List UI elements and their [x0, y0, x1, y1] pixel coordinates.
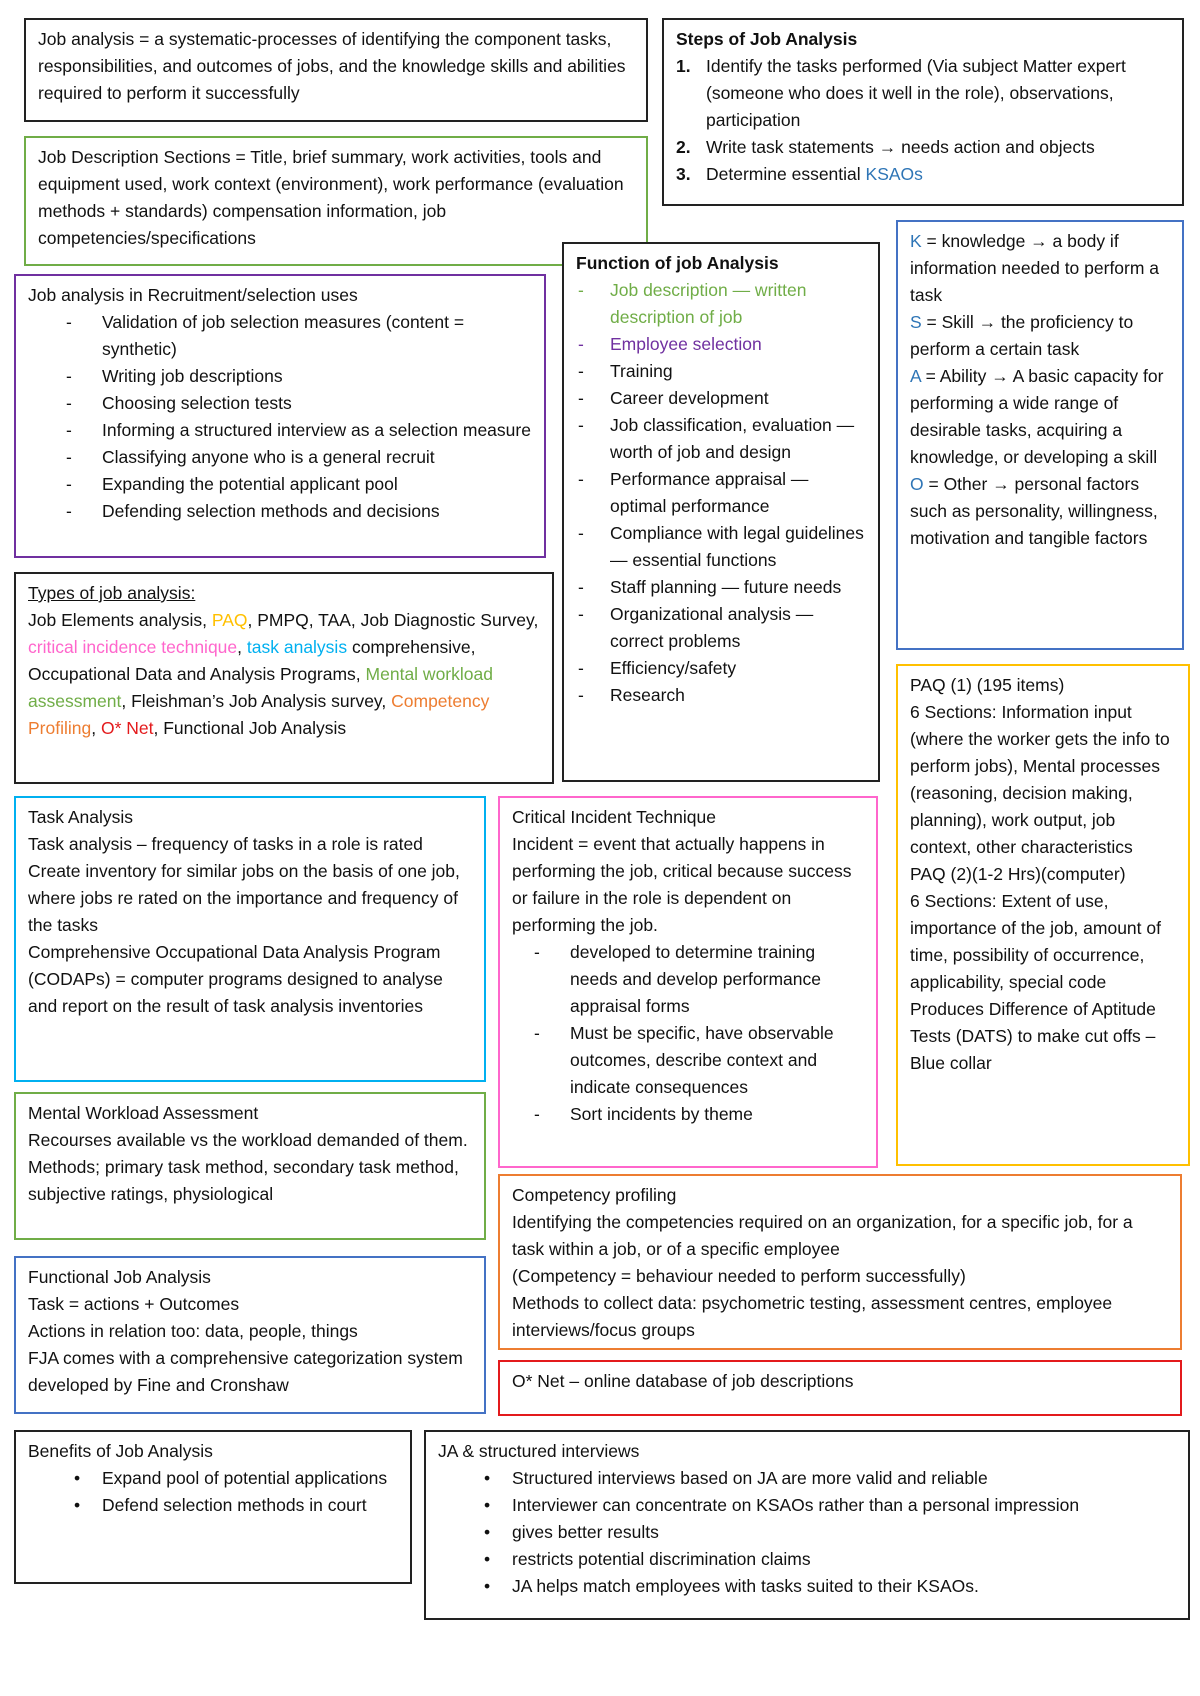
function-list [576, 277, 866, 709]
comp-line: (Competency = behaviour needed to perform successfully) [512, 1266, 966, 1286]
comp-line: Identifying the competencies required on an organization, for a specific job, for a task within a job, or of a specific employee [512, 1212, 1133, 1259]
cit-box [498, 796, 878, 1168]
list-item: - Validation of job selection measures (content = synthetic) [28, 309, 532, 363]
list-item: - Classifying anyone who is a general recruit [28, 444, 532, 471]
benefits-box [14, 1430, 412, 1584]
cit-title: Critical Incident Technique [512, 807, 716, 827]
list-item: - Performance appraisal — optimal performance [576, 466, 866, 520]
list-item: - Informing a structured interview as a selection measure [28, 417, 532, 444]
fja-line: Task = actions + Outcomes [28, 1294, 240, 1314]
list-item: - Organizational analysis — correct problems [576, 601, 866, 655]
fja-box [14, 1256, 486, 1414]
list-item: - Must be specific, have observable outcomes, describe context and indicate consequences [496, 1020, 864, 1101]
fja-line: Actions in relation too: data, people, things [28, 1321, 358, 1341]
types-text: Job Elements analysis, PAQ, PMPQ, TAA, Job Diagnostic Survey, critical incidence technique, task analysis comprehensive, Occupational Data and Analysis Programs, Mental workload assessment, Fleishman’s Job Analysis survey, Competency Profiling, O* Net, Functional Job Analysis [28, 610, 539, 738]
list-item: - Efficiency/safety [576, 655, 866, 682]
ksaos-highlight: KSAOs [865, 164, 923, 184]
ksao-o: O = Other → personal factors such as personality, willingness, motivation and tangible factors [910, 474, 1158, 548]
list-item: - Choosing selection tests [28, 390, 532, 417]
comp-line: Competency profiling [512, 1185, 677, 1205]
list-item: - Employee selection [576, 331, 866, 358]
mwa-line: Mental Workload Assessment [28, 1103, 259, 1123]
list-item: - developed to determine training needs and develop performance appraisal forms [496, 939, 864, 1020]
task-line: Comprehensive Occupational Data Analysis Program (CODAPs) = computer programs designed to analyse and report on the result of task analysis inventories [28, 942, 443, 1016]
paq-line: PAQ (2)(1-2 Hrs)(computer) [910, 864, 1126, 884]
ksao-s: S = Skill → the proficiency to perform a certain task [910, 312, 1134, 359]
cit-link: critical incidence technique [28, 637, 238, 657]
list-item: - Expanding the potential applicant pool [28, 471, 532, 498]
steps-box [662, 18, 1184, 206]
list-item: - Training [576, 358, 866, 385]
paq-line: Produces Difference of Aptitude Tests (DATS) to make cut offs – Blue collar [910, 999, 1156, 1073]
list-item: • Defend selection methods in court [28, 1492, 398, 1519]
interviews-list [438, 1465, 1176, 1600]
onet-text: O* Net – online database of job descriptions [512, 1371, 854, 1391]
paq-line: PAQ (1) (195 items) [910, 675, 1065, 695]
paq-link: PAQ [211, 610, 248, 630]
mwa-line: Methods; primary task method, secondary task method, subjective ratings, physiological [28, 1157, 459, 1204]
types-box [14, 572, 554, 784]
definition-box [24, 18, 648, 122]
mwa-link: Mental workload assessment [28, 664, 493, 711]
task-line: Create inventory for similar jobs on the basis of one job, where jobs re rated on the importance and frequency of the tasks [28, 861, 460, 935]
list-item: - Research [576, 682, 866, 709]
paq-line: 6 Sections: Information input (where the worker gets the info to perform jobs), Mental processes (reasoning, decision making, planning), work output, job context, other characteristics [910, 702, 1170, 857]
benefits-list [28, 1465, 398, 1519]
cit-list [496, 939, 864, 1128]
steps-title: Steps of Job Analysis [676, 29, 858, 49]
recruitment-list [28, 309, 532, 525]
job-description-text: Job Description Sections = Title, brief summary, work activities, tools and equipment used, work context (environment), work performance (evaluation methods + standards) compensation information, job competencies/specifications [38, 147, 624, 248]
interviews-title: JA & structured interviews [438, 1441, 640, 1461]
onet-link: O* Net [100, 718, 154, 738]
task-analysis-box [14, 796, 486, 1082]
list-item: - Career development [576, 385, 866, 412]
definition-text: Job analysis = a systematic-processes of identifying the component tasks, responsibilities, and outcomes of jobs, and the knowledge skills and abilities required to perform it successfully [38, 29, 626, 103]
mwa-line: Recourses available vs the workload demanded of them. [28, 1130, 468, 1150]
list-item: • Structured interviews based on JA are more valid and reliable [438, 1465, 1176, 1492]
ksao-box [896, 220, 1184, 650]
list-item: • gives better results [438, 1519, 1176, 1546]
onet-box [498, 1360, 1182, 1416]
list-item: • Expand pool of potential applications [28, 1465, 398, 1492]
mwa-box [14, 1092, 486, 1240]
benefits-title: Benefits of Job Analysis [28, 1441, 213, 1461]
list-item: - Writing job descriptions [28, 363, 532, 390]
list-item: - Job description — written description of job [576, 277, 866, 331]
task-line: Task analysis – frequency of tasks in a role is rated [28, 834, 423, 854]
list-item: • restricts potential discrimination claims [438, 1546, 1176, 1573]
list-item: - Job classification, evaluation — worth of job and design [576, 412, 866, 466]
job-description-box [24, 136, 648, 266]
task-analysis-link: task analysis [246, 637, 348, 657]
step-item: 2. Write task statements → needs action and objects [676, 137, 1095, 157]
cit-intro: Incident = event that actually happens in performing the job, critical because success or failure in the role is dependent on performing the job. [512, 834, 852, 935]
list-item: - Staff planning — future needs [576, 574, 866, 601]
list-item: - Defending selection methods and decisions [28, 498, 532, 525]
fja-line: Functional Job Analysis [28, 1267, 211, 1287]
comp-line: Methods to collect data: psychometric testing, assessment centres, employee interviews/focus groups [512, 1293, 1113, 1340]
task-line: Task Analysis [28, 807, 134, 827]
list-item: • Interviewer can concentrate on KSAOs rather than a personal impression [438, 1492, 1176, 1519]
competency-box [498, 1174, 1182, 1350]
ksao-k: K = knowledge → a body if information needed to perform a task [910, 231, 1160, 305]
function-box [562, 242, 880, 782]
recruitment-title: Job analysis in Recruitment/selection uses [28, 285, 358, 305]
interviews-box [424, 1430, 1190, 1620]
paq-line: 6 Sections: Extent of use, importance of the job, amount of time, possibility of occurrence, applicability, special code [910, 891, 1161, 992]
steps-list [676, 53, 1170, 188]
step-item: 1. Identify the tasks performed (Via subject Matter expert (someone who does it well in the role), observations, participation [676, 56, 1126, 130]
function-title: Function of job Analysis [576, 253, 779, 273]
paq-box [896, 664, 1190, 1166]
list-item: - Compliance with legal guidelines — essential functions [576, 520, 866, 574]
ksao-a: A = Ability → A basic capacity for performing a wide range of desirable tasks, acquiring a knowledge, or developing a skill [910, 366, 1164, 467]
list-item: - Sort incidents by theme [496, 1101, 864, 1128]
competency-link: Competency Profiling [28, 691, 490, 738]
list-item: • JA helps match employees with tasks suited to their KSAOs. [438, 1573, 1176, 1600]
types-title: Types of job analysis: [28, 583, 196, 603]
recruitment-box [14, 274, 546, 558]
fja-line: FJA comes with a comprehensive categorization system developed by Fine and Cronshaw [28, 1348, 463, 1395]
step-item: 3. Determine essential KSAOs [676, 164, 923, 184]
